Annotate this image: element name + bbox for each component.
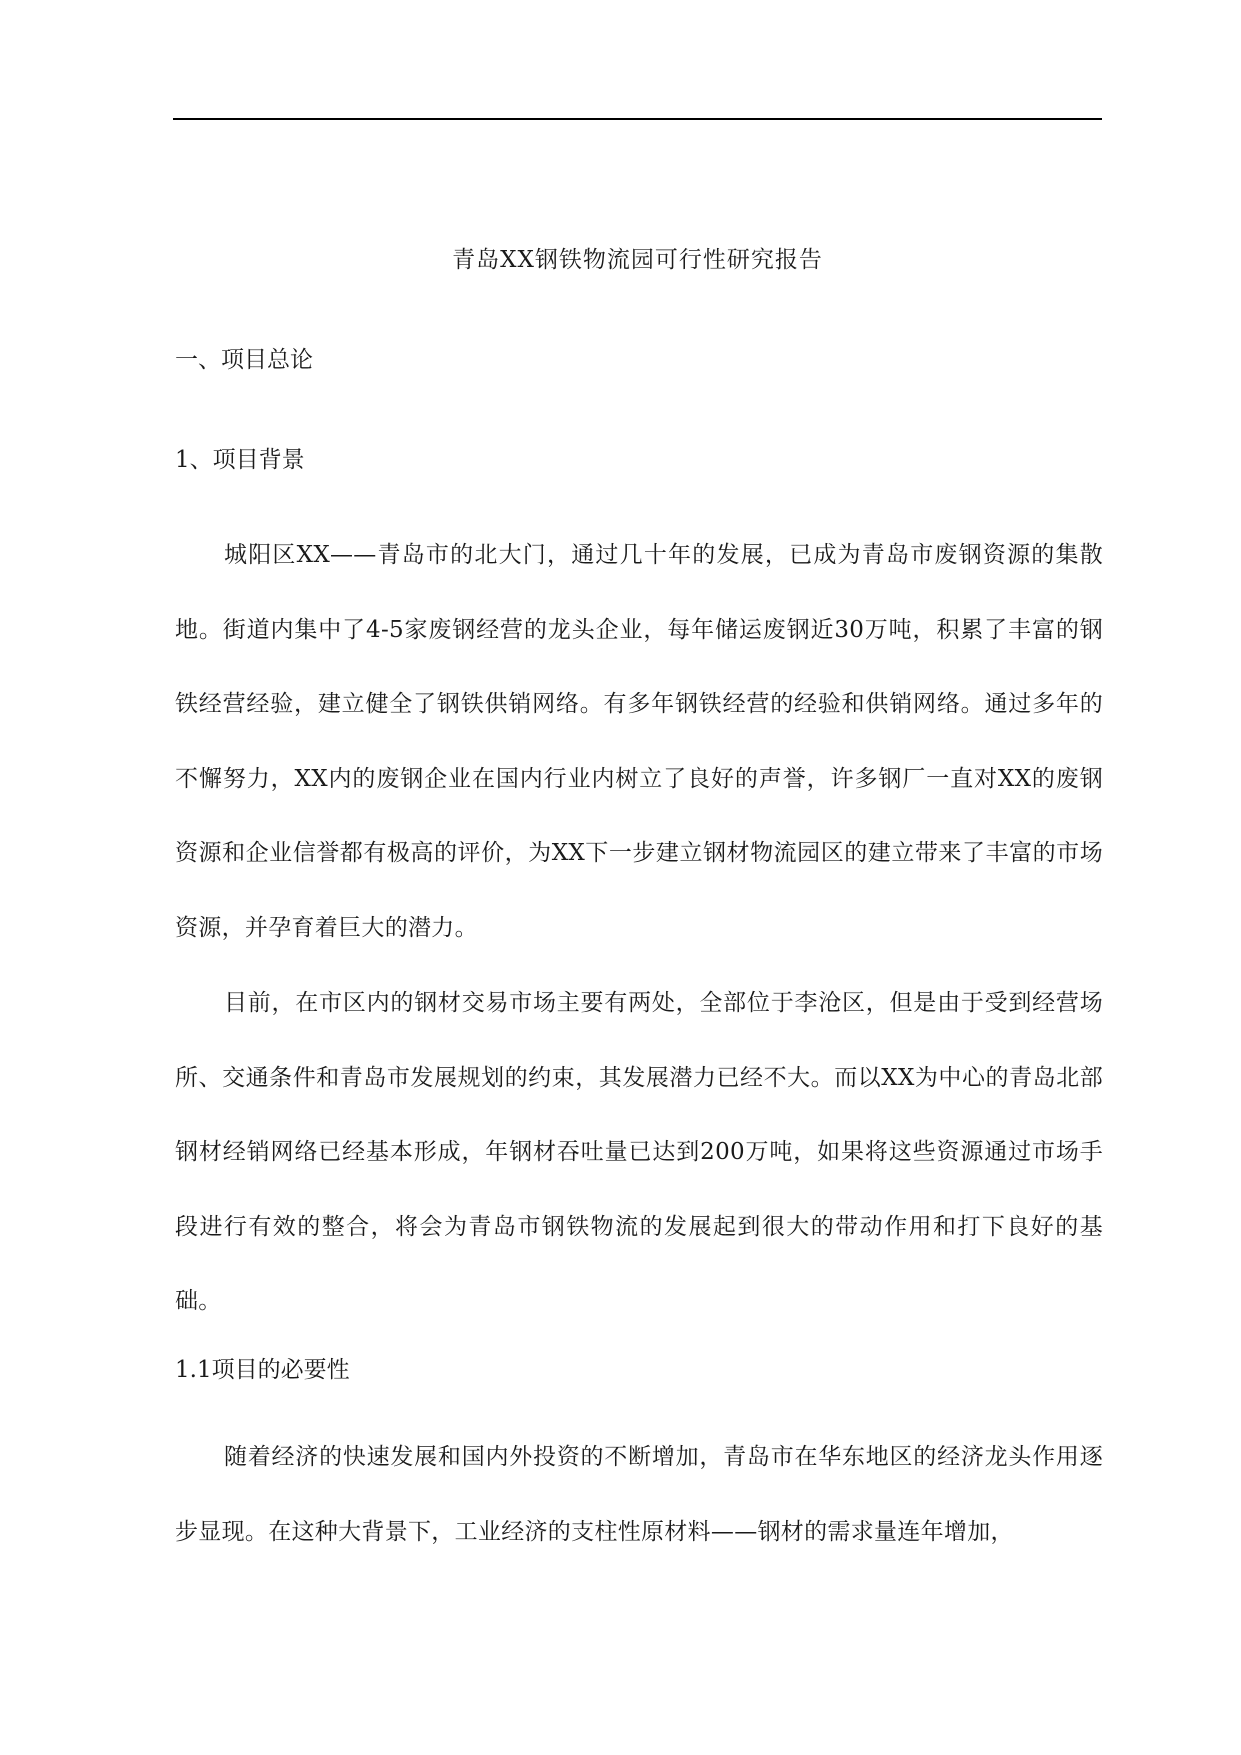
- header-rule: [173, 118, 1102, 120]
- paragraph-background-1: 城阳区XX——青岛市的北大门，通过几十年的发展，已成为青岛市废钢资源的集散地。街道内集中了4-5家废钢经营的龙头企业，每年储运废钢近30万吨，积累了丰富的钢铁经营经验，建立健全了钢铁供销网络。有多年钢铁经营的经验和供销网络。通过多年的不懈努力，XX内的废钢企业在国内行业内树立了良好的声誉，许多钢厂一直对XX的废钢资源和企业信誉都有极高的评价，为XX下一步建立钢材物流园区的建立带来了丰富的市场资源，并孕育着巨大的潜力。: [175, 542, 1103, 941]
- subsection-heading-background: 1、项目背景: [175, 447, 305, 473]
- document-title: 青岛XX钢铁物流园可行性研究报告: [452, 247, 823, 273]
- paragraph-necessity-1: 随着经济的快速发展和国内外投资的不断增加，青岛市在华东地区的经济龙头作用逐步显现。在这种大背景下，工业经济的支柱性原材料——钢材的需求量连年增加，: [175, 1444, 1103, 1545]
- paragraph-background-2: 目前，在市区内的钢材交易市场主要有两处，全部位于李沧区，但是由于受到经营场所、交通条件和青岛市发展规划的约束，其发展潜力已经不大。而以XX为中心的青岛北部钢材经销网络已经基本形成，年钢材吞吐量已达到200万吨，如果将这些资源通过市场手段进行有效的整合，将会为青岛市钢铁物流的发展起到很大的带动作用和打下良好的基础。: [175, 990, 1103, 1314]
- subsection-heading-necessity: 1.1项目的必要性: [175, 1357, 350, 1383]
- section-heading-overview: 一、项目总论: [175, 347, 313, 373]
